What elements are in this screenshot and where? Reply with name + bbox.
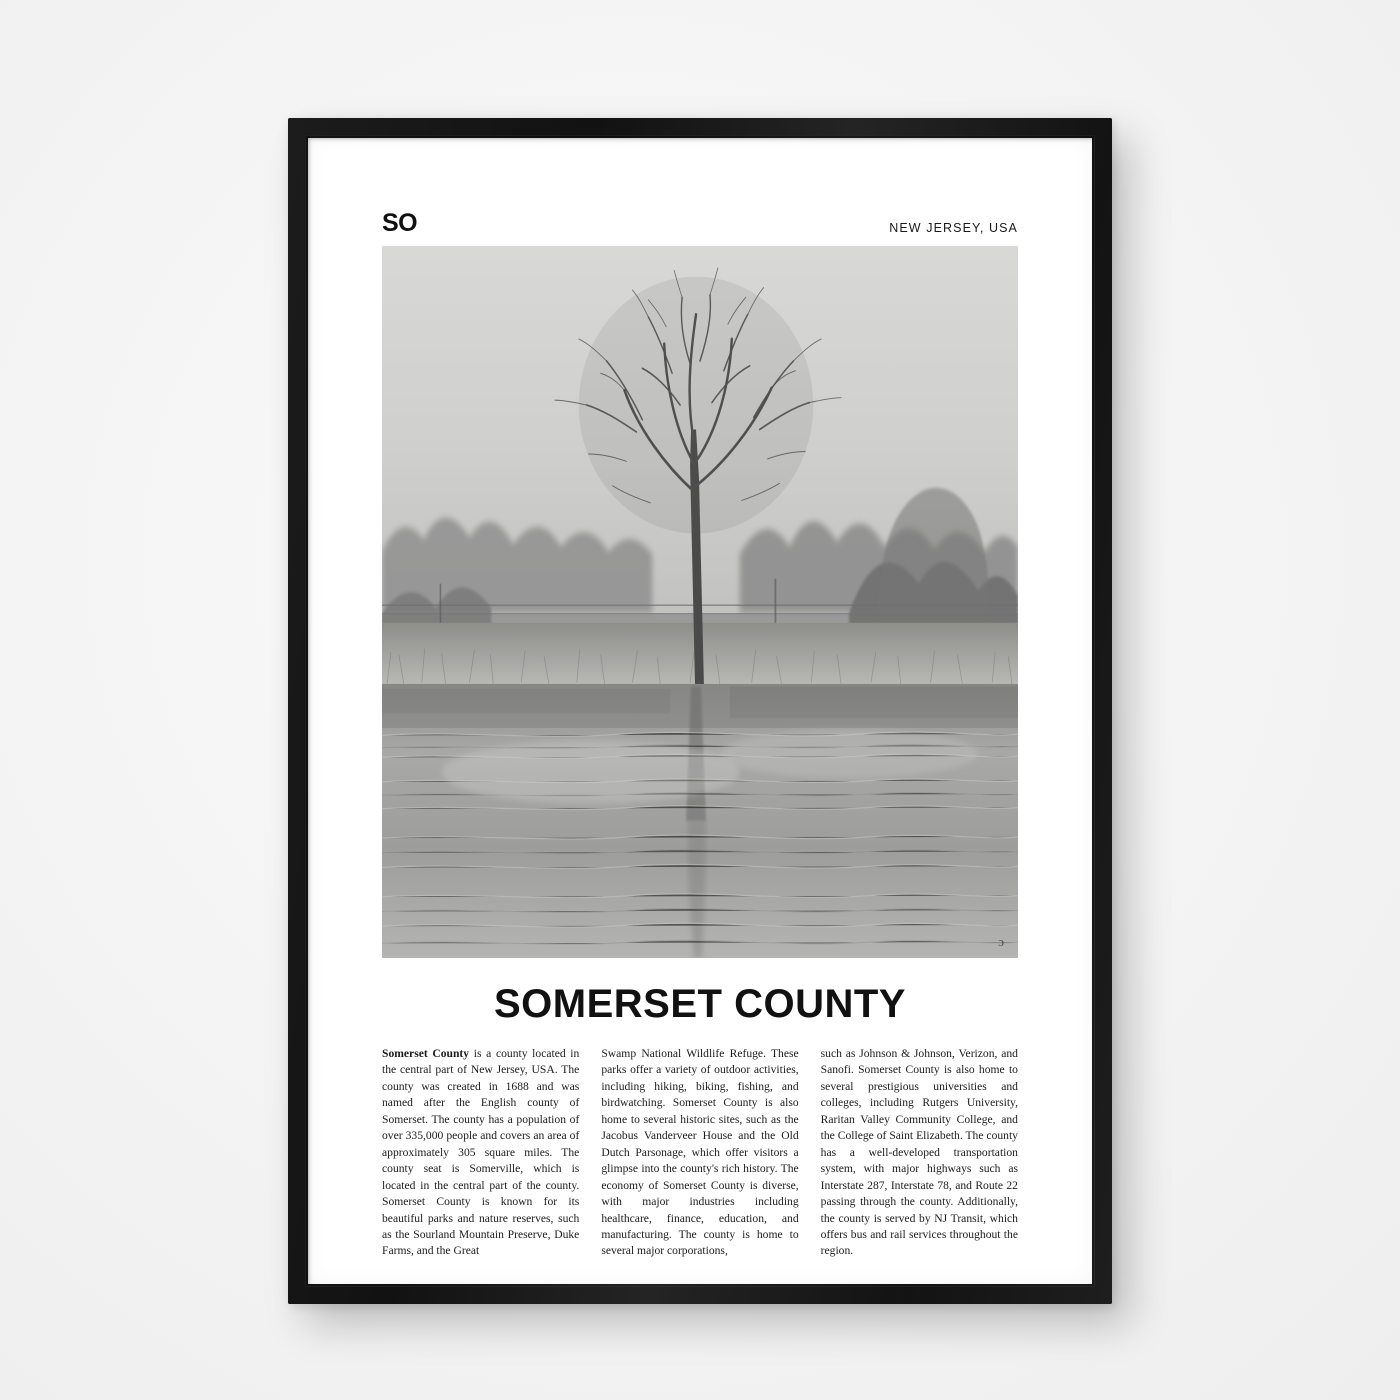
- body-column-3: [821, 1046, 1018, 1260]
- poster-photo: [382, 246, 1018, 958]
- body-column-1: [382, 1046, 579, 1260]
- photo-signature: ɔ: [998, 934, 1004, 949]
- body-text-1: is a county located in the central part of New Jersey, USA. The county was created in 1688 and was named after the English county of Somerset. The county has a population of over 335,000 people and covers an area of approximately 305 square miles. The county seat is Somerville, which is located in the central part of the county. Somerset County is known for its beautiful parks and nature reserves, such as the Sourland Mountain Preserve, Duke Farms, and the Great: [382, 1047, 580, 1258]
- poster-header: [382, 210, 1018, 236]
- photograph-artwork: [382, 246, 1018, 958]
- poster: [308, 138, 1092, 1284]
- body-text-3: such as Johnson & Johnson, Verizon, and Sanofi. Somerset County is also home to several prestigious universities and colleges, including Rutgers University, Raritan Valley Community College, and the College of Saint Elizabeth. The county has a well-developed transportation system, with major highways such as Interstate 287, Interstate 78, and Route 22 passing through the county. Additionally, the county is served by NJ Transit, which offers bus and rail services throughout the region.: [820, 1047, 1018, 1258]
- poster-body: [382, 1046, 1018, 1260]
- poster-region: NEW JERSEY, USA: [889, 220, 1018, 235]
- page-title: SOMERSET COUNTY: [494, 982, 906, 1026]
- poster-code: SO: [382, 209, 418, 237]
- body-text-2: Swamp National Wildlife Refuge. These parks offer a variety of outdoor activities, including hiking, biking, fishing, and birdwatching. Somerset County is also home to several historic sites, such as the Jacobus Vanderveer House and the Old Dutch Parsonage, which offer visitors a glimpse into the county's rich history. The economy of Somerset County is diverse, with major industries including healthcare, finance, education, and manufacturing. The county is home to several major corporations,: [601, 1047, 799, 1258]
- picture-frame: [288, 118, 1112, 1304]
- body-column-2: [601, 1046, 798, 1260]
- lead-name: Somerset County: [382, 1047, 470, 1060]
